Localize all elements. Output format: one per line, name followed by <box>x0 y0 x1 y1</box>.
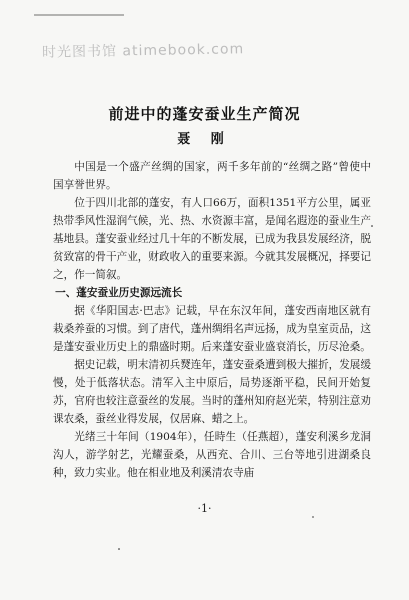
top-scan-rule <box>34 14 124 19</box>
article-title: 前进中的蓬安蚕业生产简况 <box>108 105 301 123</box>
paragraph: 据《华阳国志·巴志》记载，早在东汉年间，蓬安西南地区就有栽桑养蚕的习惯。到了唐代，蓬州绸绢名声远扬，成为皇室贡品，这是蓬安蚕业历史上的鼎盛时期。后来蓬安蚕业盛衰消长，历尽沧桑。 <box>53 305 371 353</box>
scan-speck <box>312 516 314 518</box>
scan-speck <box>118 548 120 550</box>
scan-speck <box>371 225 373 227</box>
article-author: 聂 刚 <box>177 132 232 147</box>
paragraph: 位于四川北部的蓬安，有人口66万，面积1351平方公里，属亚热带季风性湿润气候，光、热、水资源丰富，是闻名遐迩的蚕业生产基地县。蓬安蚕业经过几十年的不断发展，已成为我县发展经济，脱贫致富的骨干产业，财政收入的重要来源。今就其发展概况，择要记之，作一简叙。 <box>53 197 371 281</box>
paragraph: 中国是一个盛产丝绸的国家，两千多年前的“丝绸之路”曾使中国享誉世界。 <box>53 161 371 191</box>
paragraph: 据史记载，明末清初兵燹连年，蓬安蚕桑遭到极大摧折，发展缓慢，处于低落状态。清军入主中原后，局势逐渐平稳，民间开始复苏，官府也较注意蚕丝的发展。当时的蓬州知府赵光荣，特别注意劝课农桑，蚕丝业得发展，仅居麻、蜡之上。 <box>53 359 371 425</box>
watermark: 时光图书馆 atimebook.com <box>41 41 245 61</box>
article-body <box>53 158 371 482</box>
paragraph: 光绪三十年间（1904年），任時生（任燕超），蓬安利溪乡龙洞沟人，游学射艺，光耀蚕桑，从西充、合川、三台等地引进湖桑良种，致力实业。他在相业地及利溪清农寺庙 <box>53 431 371 479</box>
page-number: ·1· <box>197 502 212 515</box>
section-heading: 一、蓬安蚕业历史源远流长 <box>55 287 183 299</box>
